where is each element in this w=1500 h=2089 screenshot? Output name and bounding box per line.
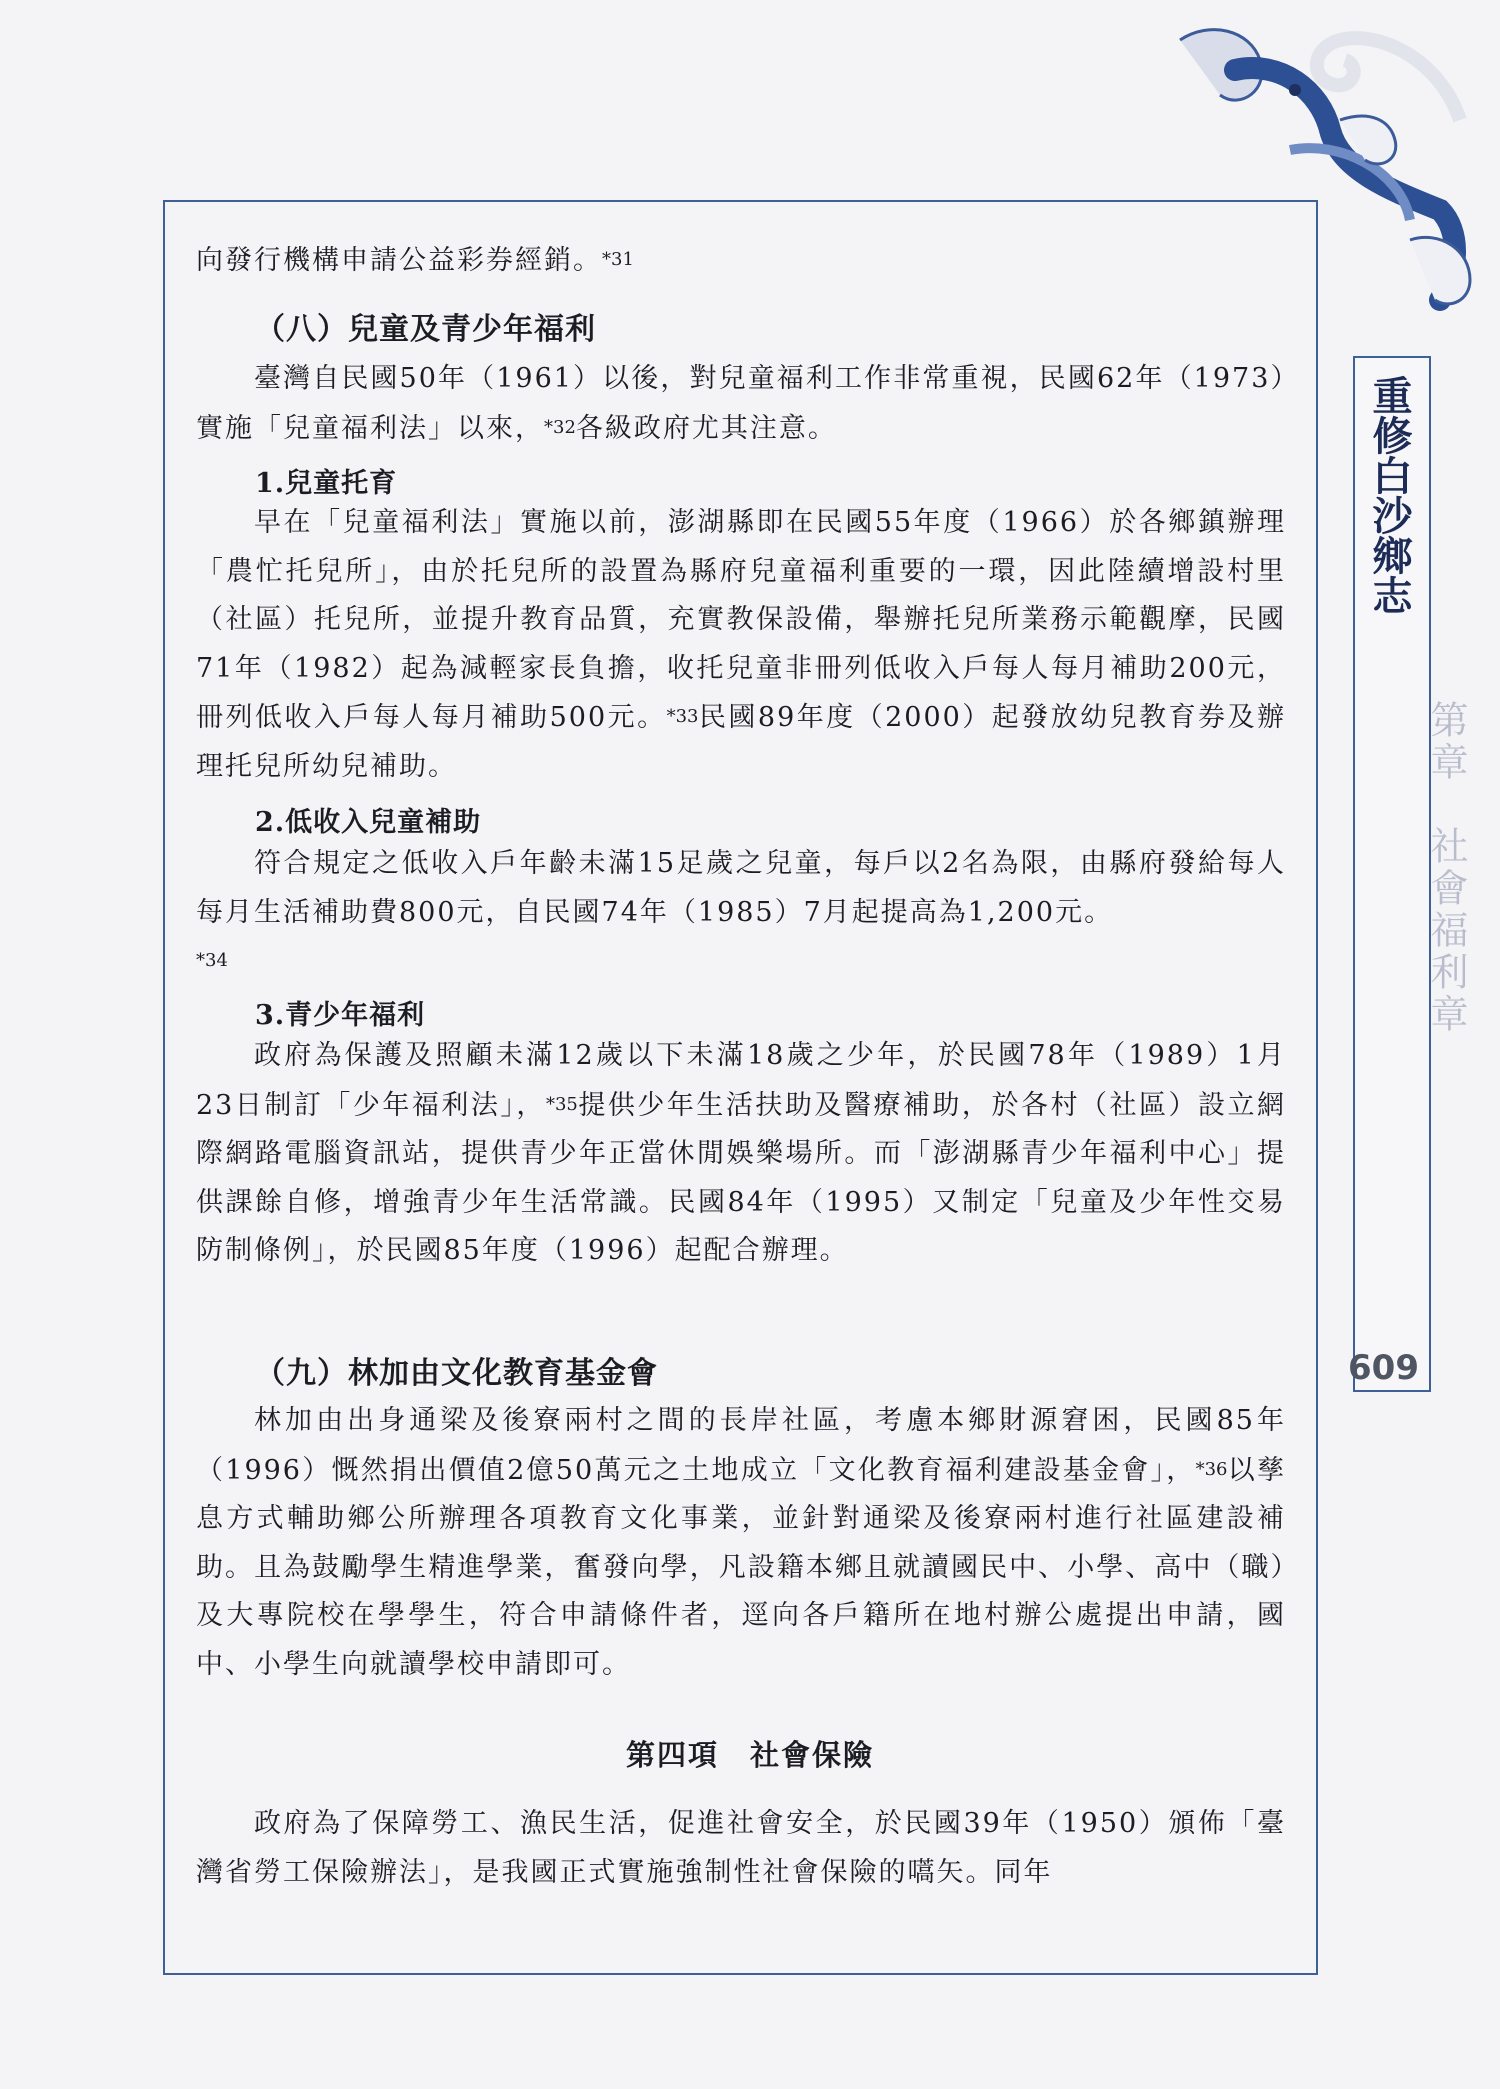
subheading-childcare: 1.兒童托育 — [255, 468, 398, 499]
footnote-35: *35 — [545, 1093, 578, 1115]
footnote-36: *36 — [1195, 1458, 1228, 1480]
subheading-youth-welfare: 3.青少年福利 — [255, 1000, 426, 1031]
footnote-31: *31 — [602, 249, 634, 270]
chapter-title-bleed: 第章 社會福利章 — [1424, 700, 1468, 1036]
heading-foundation: （九）林加由文化教育基金會 — [255, 1356, 658, 1391]
page-number: 609 — [1348, 1348, 1419, 1388]
paragraph-childcare: 早在「兒童福利法」實施以前，澎湖縣即在民國55年度（1966）於各鄉鎮辦理「農忙托兒所」，由於托兒所的設置為縣府兒童福利重要的一環，因此陸續增設村里（社區）托兒所，並提升教育品質，充實教保設備，舉辦托兒所業務示範觀摩，民國71年（1982）起為減輕家長負擔，收托兒童非冊列低收入戶每人每月補助200元，冊列低收入戶每人每月補助500元。$^{*33}$民國89年度（2000）起發放幼兒教育券及辦理托兒所幼兒補助。 — [196, 507, 1286, 782]
subheading-low-income-child-subsidy: 2.低收入兒童補助 — [255, 807, 482, 838]
paragraph-youth-welfare: 政府為保護及照顧未滿12歲以下未滿18歲之少年，於民國78年（1989）1月23日制訂「少年福利法」，$^{*35}$提供少年生活扶助及醫療補助，於各村（社區）設立網際網路電腦資訊站，提供青少年正當休閒娛樂場所。而「澎湖縣青少年福利中心」提供課餘自修，增強青少年生活常識。民國84年（1995）又制定「兒童及少年性交易防制條例」，於民國85年度（1996）起配合辦理。 — [196, 1040, 1286, 1266]
footnote-32: *32 — [544, 416, 576, 438]
paragraph-foundation: 林加由出身通梁及後寮兩村之間的長岸社區，考慮本鄉財源窘困，民國85年（1996）慨然捐出價值2億50萬元之土地成立「文化教育福利建設基金會」，$^{*36}$以孳息方式輔助鄉公所辦理各項教育文化事業，並針對通梁及後寮兩村進行社區建設補助。且為鼓勵學生精進學業，奮發向學，凡設籍本鄉且就讀國民中、小學、高中（職）及大專院校在學學生，符合申請條件者，逕向各戶籍所在地村辦公處提出申請，國中、小學生向就讀學校申請即可。 — [196, 1405, 1287, 1680]
paragraph-lottery: 向發行機構申請公益彩券經銷。$^{*31}$ — [196, 245, 634, 276]
paragraph-child-welfare-intro: 臺灣自民國50年（1961）以後，對兒童福利工作非常重視，民國62年（1973）實施「兒童福利法」以來，$^{*32}$各級政府尤其注意。 — [196, 363, 1286, 444]
heading-child-youth-welfare: （八）兒童及青少年福利 — [255, 312, 596, 347]
section-title-social-insurance: 第四項 社會保險 — [625, 1738, 874, 1772]
footnote-33: *33 — [666, 706, 699, 727]
book-title: 重修白沙鄉志 — [1366, 375, 1412, 615]
footnote-34: *34 — [196, 950, 228, 971]
paragraph-social-insurance: 政府為了保障勞工、漁民生活，促進社會安全，於民國39年（1950）頒佈「臺灣省勞工保險辦法」，是我國正式實施強制性社會保險的嚆矢。同年 — [196, 1808, 1286, 1888]
paragraph-low-income-subsidy: 符合規定之低收入戶年齡未滿15足歲之兒童，每戶以2名為限，由縣府發給每人每月生活補助費800元，自民國74年（1985）7月起提高為1,200元。 $^{*34}$ — [196, 848, 1286, 971]
